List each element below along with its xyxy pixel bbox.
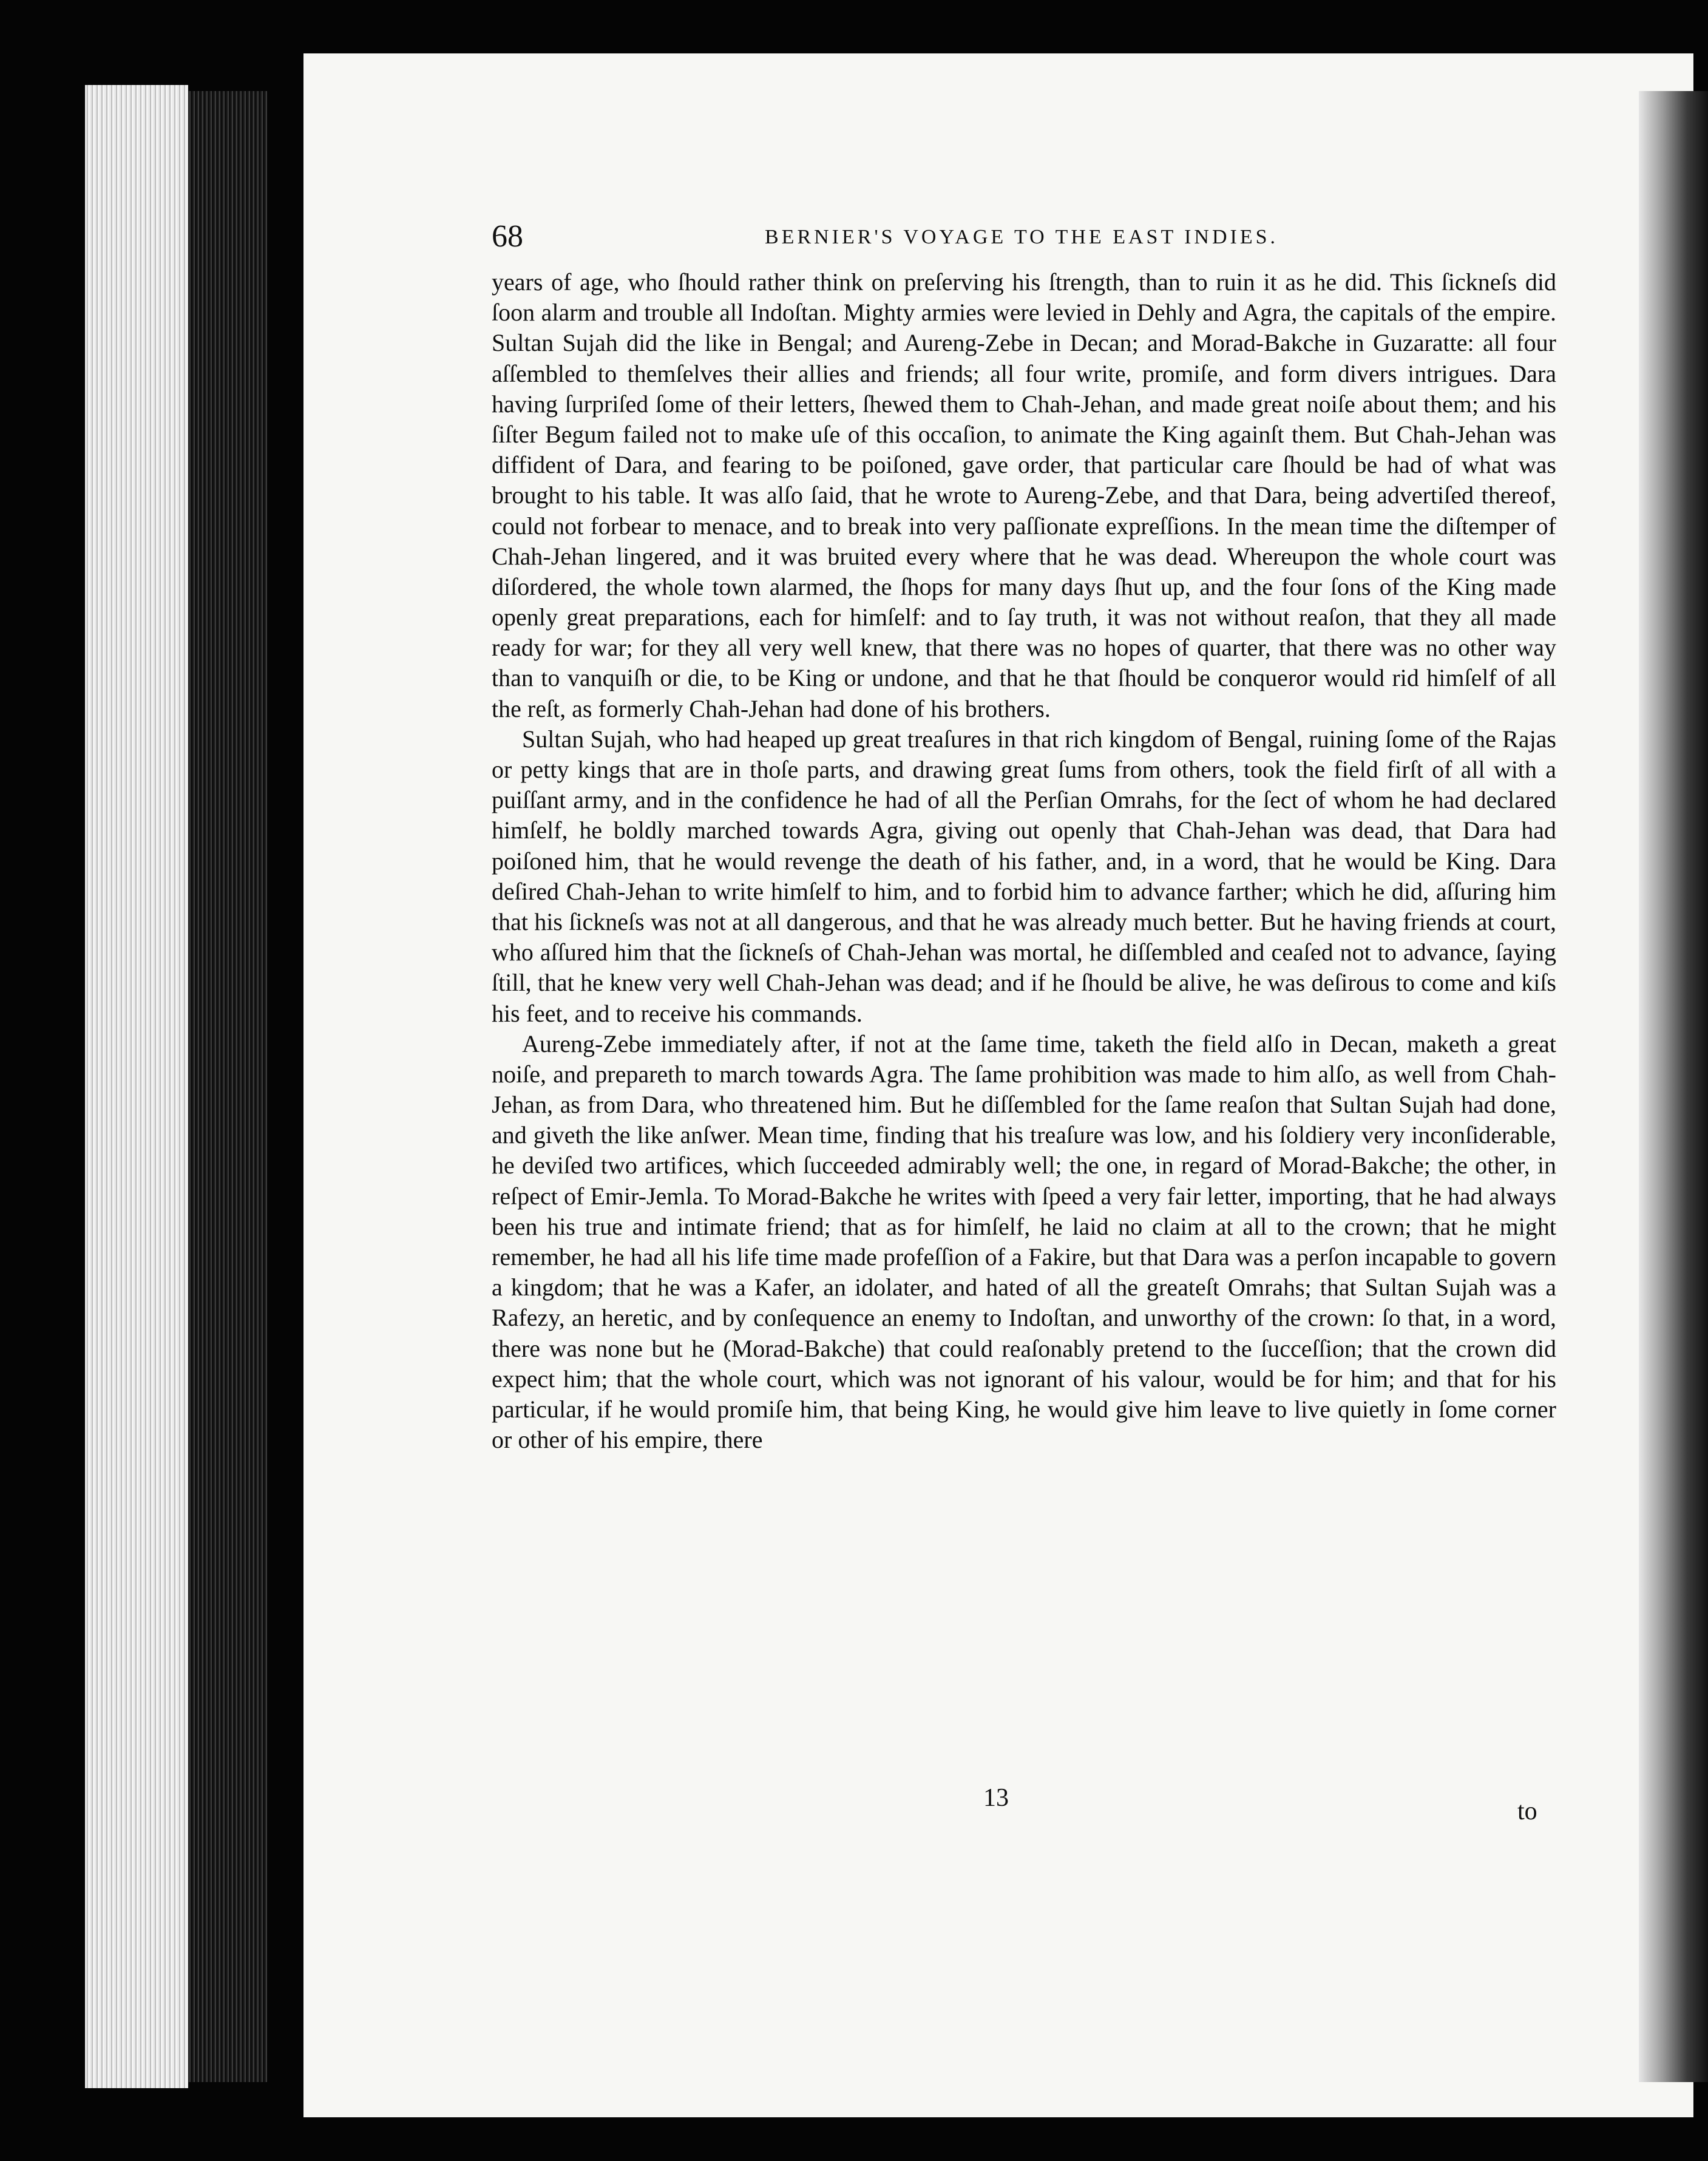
catchword: to [1517, 1797, 1537, 1825]
book-binding-shadow [188, 91, 267, 2082]
page-number: 68 [492, 219, 523, 254]
signature-mark: 13 [983, 1784, 1009, 1812]
page-header [492, 219, 1493, 255]
running-head: BERNIER'S VOYAGE TO THE EAST INDIES. [765, 226, 1279, 248]
paragraph-2: Sultan Sujah, who had heaped up great treaſures in that rich kingdom of Bengal, ruining ſome of the Rajas or petty kings that are in thoſe parts, and drawing great ſums from others, took the field firſt of all with a puiſſant army, and in the confidence he had of all the Perſian Omrahs, for the ſect of whom he had declared himſelf, he boldly marched towards Agra, giving out openly that Chah-Jehan was dead, that Dara had poiſoned him, that he would revenge the death of his father, and, in a word, that he would be King. Dara deſired Chah-Jehan to write himſelf to him, and to forbid him to advance farther; which he did, aſſuring him that his ſickneſs was not at all dangerous, and that he was already much better. But he having friends at court, who aſſured him that the ſickneſs of Chah-Jehan was mortal, he diſſembled and ceaſed not to advance, ſaying ſtill, that he knew very well Chah-Jehan was dead; and if he ſhould be alive, he was deſirous to come and kiſs his feet, and to receive his commands. [492, 725, 1556, 1027]
page-curl-shadow [1639, 91, 1708, 2082]
paragraph-3: Aureng-Zebe immediately after, if not at the ſame time, taketh the field alſo in Decan, maketh a great noiſe, and prepareth to march towards Agra. The ſame prohibition was made to him alſo, as well from Chah-Jehan, as from Dara, who threatened him. But he diſſembled for the ſame reaſon that Sultan Sujah had done, and giveth the like anſwer. Mean time, finding that his treaſure was low, and his ſoldiery very inconſiderable, he deviſed two artifices, which ſucceeded admirably well; the one, in regard of Morad-Bakche; the other, in reſpect of Emir-Jemla. To Morad-Bakche he writes with ſpeed a very fair letter, importing, that he had always been his true and intimate friend; that as for himſelf, he laid no claim at all to the crown; that he might remember, he had all his life time made profeſſion of a Fakire, but that Dara was a perſon incapable to govern a kingdom; that he was a Kafer, an idolater, and hated of all the greateſt Omrahs; that Sultan Sujah was a Rafezy, an heretic, and by conſequence an enemy to Indoſtan, and unworthy of the crown: ſo that, in a word, there was none but he (Morad-Bakche) that could reaſonably pretend to the ſucceſſion; that the crown did expect him; that the whole court, which was not ignorant of his valour, would be for him; and that for his particular, if he would promiſe him, that being King, he would give him leave to live quietly in ſome corner or other of his empire, there [492, 1030, 1556, 1454]
book-fore-edge [85, 85, 188, 2088]
paragraph-1: years of age, who ſhould rather think on preſerving his ſtrength, than to ruin it as he did. This ſickneſs did ſoon alarm and trouble all Indoſtan. Mighty armies were levied in Dehly and Agra, the capitals of the empire. Sultan Sujah did the like in Bengal; and Aureng-Zebe in Decan; and Morad-Bakche in Guzaratte: all four aſſembled to themſelves their allies and friends; all four write, promiſe, and form divers intrigues. Dara having ſurpriſed ſome of their letters, ſhewed them to Chah-Jehan, and made great noiſe about them; and his ſiſter Begum failed not to make uſe of this occaſion, to animate the King againſt them. But Chah-Jehan was diffident of Dara, and fearing to be poiſoned, gave order, that particular care ſhould be had of what was brought to his table. It was alſo ſaid, that he wrote to Aureng-Zebe, and that Dara, being advertiſed thereof, could not forbear to menace, and to break into very paſſionate expreſſions. In the mean time the diſtemper of Chah-Jehan lingered, and it was bruited every where that he was dead. Whereupon the whole court was diſordered, the whole town alarmed, the ſhops for many days ſhut up, and the four ſons of the King made openly great preparations, each for himſelf: and to ſay truth, it was not without reaſon, that they all made ready for war; for they all very well knew, that there was no hopes of quarter, that there was no other way than to vanquiſh or die, to be King or undone, and that he that ſhould be conqueror would rid himſelf of all the reſt, as formerly Chah-Jehan had done of his brothers. [492, 268, 1556, 722]
body-text [492, 267, 1556, 1455]
